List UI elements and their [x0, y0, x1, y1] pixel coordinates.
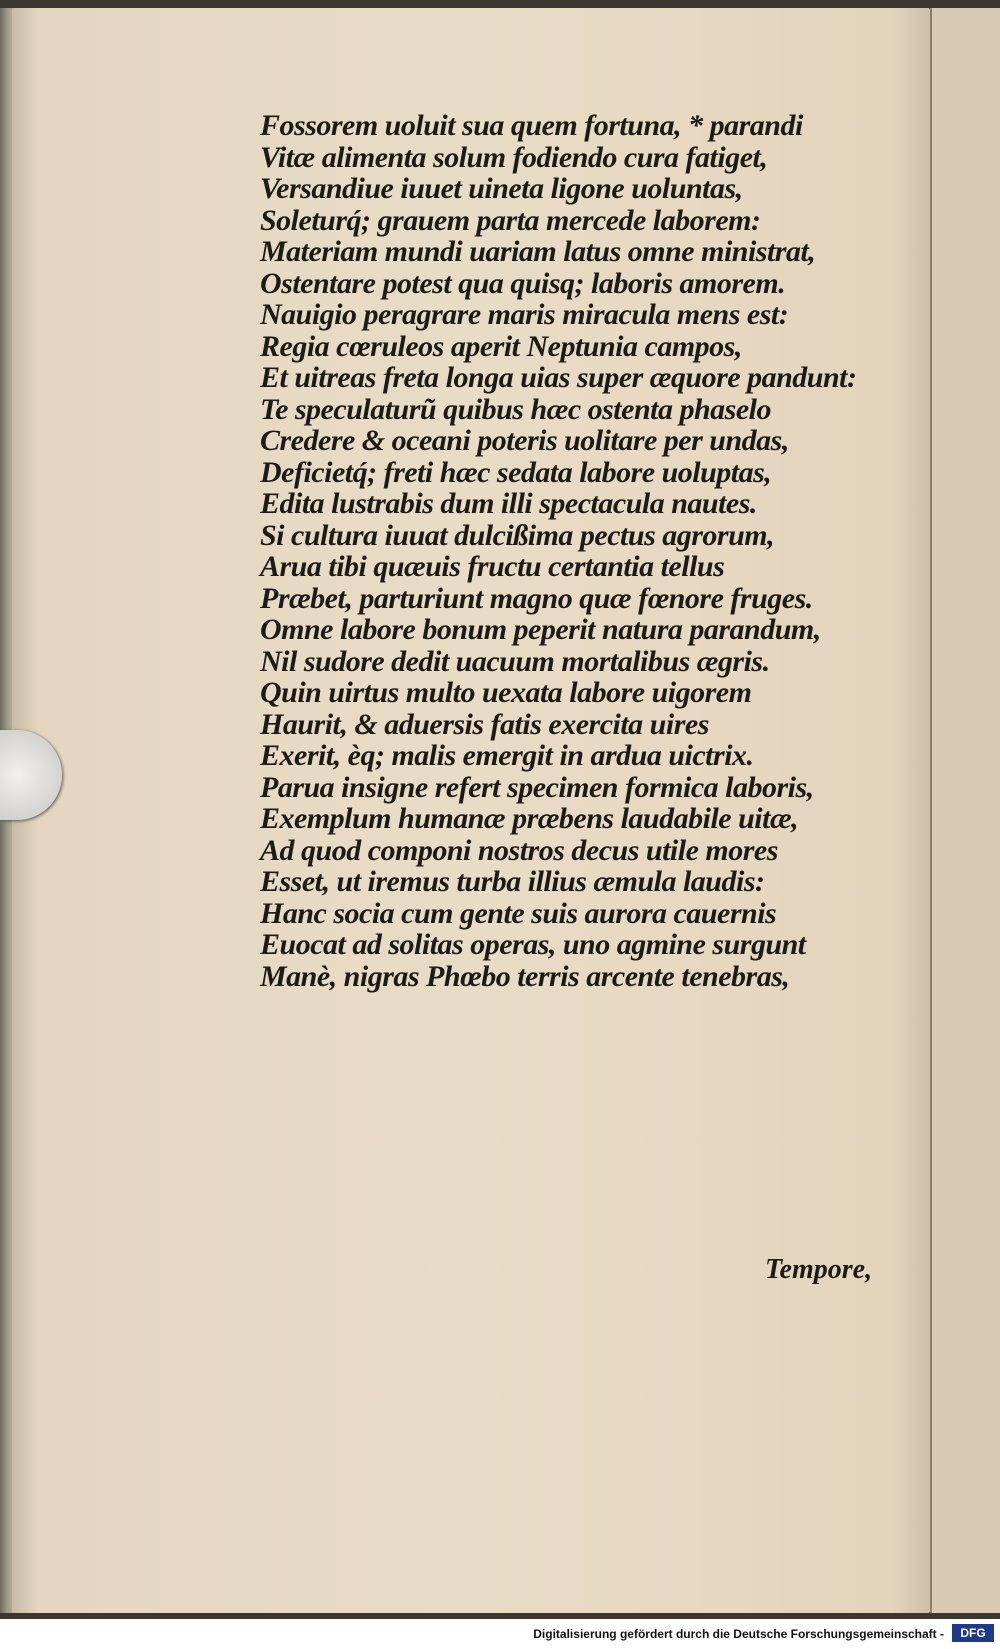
footer-credit: Digitalisierung gefördert durch die Deutsche Forschungsgemeinschaft - — [533, 1627, 944, 1641]
verse-line: Deficietq́; freti hæc sedata labore uoluptas, — [260, 455, 772, 489]
verse-line: Exerit, èq; malis emergit in ardua uictrix. — [260, 739, 754, 772]
verse-line: Te speculaturũ quibus hæc ostenta phaselo — [260, 392, 771, 426]
verse-line: Esset, ut iremus turba illius æmula laudis: — [260, 865, 765, 898]
verse-line: Quin uirtus multo uexata labore uigorem — [260, 676, 752, 709]
verse-text — [260, 110, 900, 992]
adjacent-page-edge — [930, 8, 1000, 1613]
footer-bar — [0, 1619, 1000, 1649]
verse-line: Vitæ alimenta solum fodiendo cura fatiget, — [260, 140, 768, 174]
verse-line: Euocat ad solitas operas, uno agmine surgunt — [260, 928, 806, 961]
verse-line: Nil sudore dedit uacuum mortalibus ægris. — [260, 644, 770, 678]
catchword: Tempore, — [765, 1254, 873, 1285]
dfg-logo: DFG — [952, 1624, 994, 1642]
verse-line: Præbet, parturiunt magno quæ fœnore fruges. — [260, 581, 813, 615]
verse-line: Materiam mundi uariam latus omne ministrat, — [260, 235, 816, 268]
verse-line: Credere & oceani poteris uolitare per undas, — [260, 424, 789, 457]
verse-line: Exemplum humanæ præbens laudabile uitæ, — [260, 802, 799, 835]
verse-line: Ad quod componi nostros decus utile mores — [260, 833, 778, 867]
verse-line: Et uitreas freta longa uias super æquore pandunt: — [260, 361, 857, 394]
verse-line: Soleturq́; grauem parta mercede laborem: — [260, 203, 761, 237]
verse-line: Versandiue iuuet uineta ligone uoluntas, — [260, 172, 743, 205]
verse-line: Edita lustrabis dum illi spectacula nautes. — [260, 487, 757, 520]
verse-line: Ostentare potest qua quisq; laboris amorem. — [260, 266, 786, 300]
verse-line: Fossorem uoluit sua quem fortuna, * parandi — [260, 109, 803, 142]
verse-line: Nauigio peragrare maris miracula mens est: — [260, 298, 789, 331]
verse-line: Haurit, & aduersis fatis exercita uires — [260, 707, 709, 741]
verse-line: Arua tibi quæuis fructu certantia tellus — [260, 550, 725, 583]
verse-line: Manè, nigras Phœbo terris arcente tenebras, — [260, 959, 790, 993]
verse-line: Parua insigne refert specimen formica laboris, — [260, 770, 814, 804]
verse-line: Si cultura iuuat dulcißima pectus agrorum, — [260, 518, 775, 552]
verse-line: Regia cœruleos aperit Neptunia campos, — [260, 329, 742, 363]
verse-line: Omne labore bonum peperit natura parandum, — [260, 613, 821, 646]
verse-line: Hanc socia cum gente suis aurora cauernis — [260, 896, 777, 930]
